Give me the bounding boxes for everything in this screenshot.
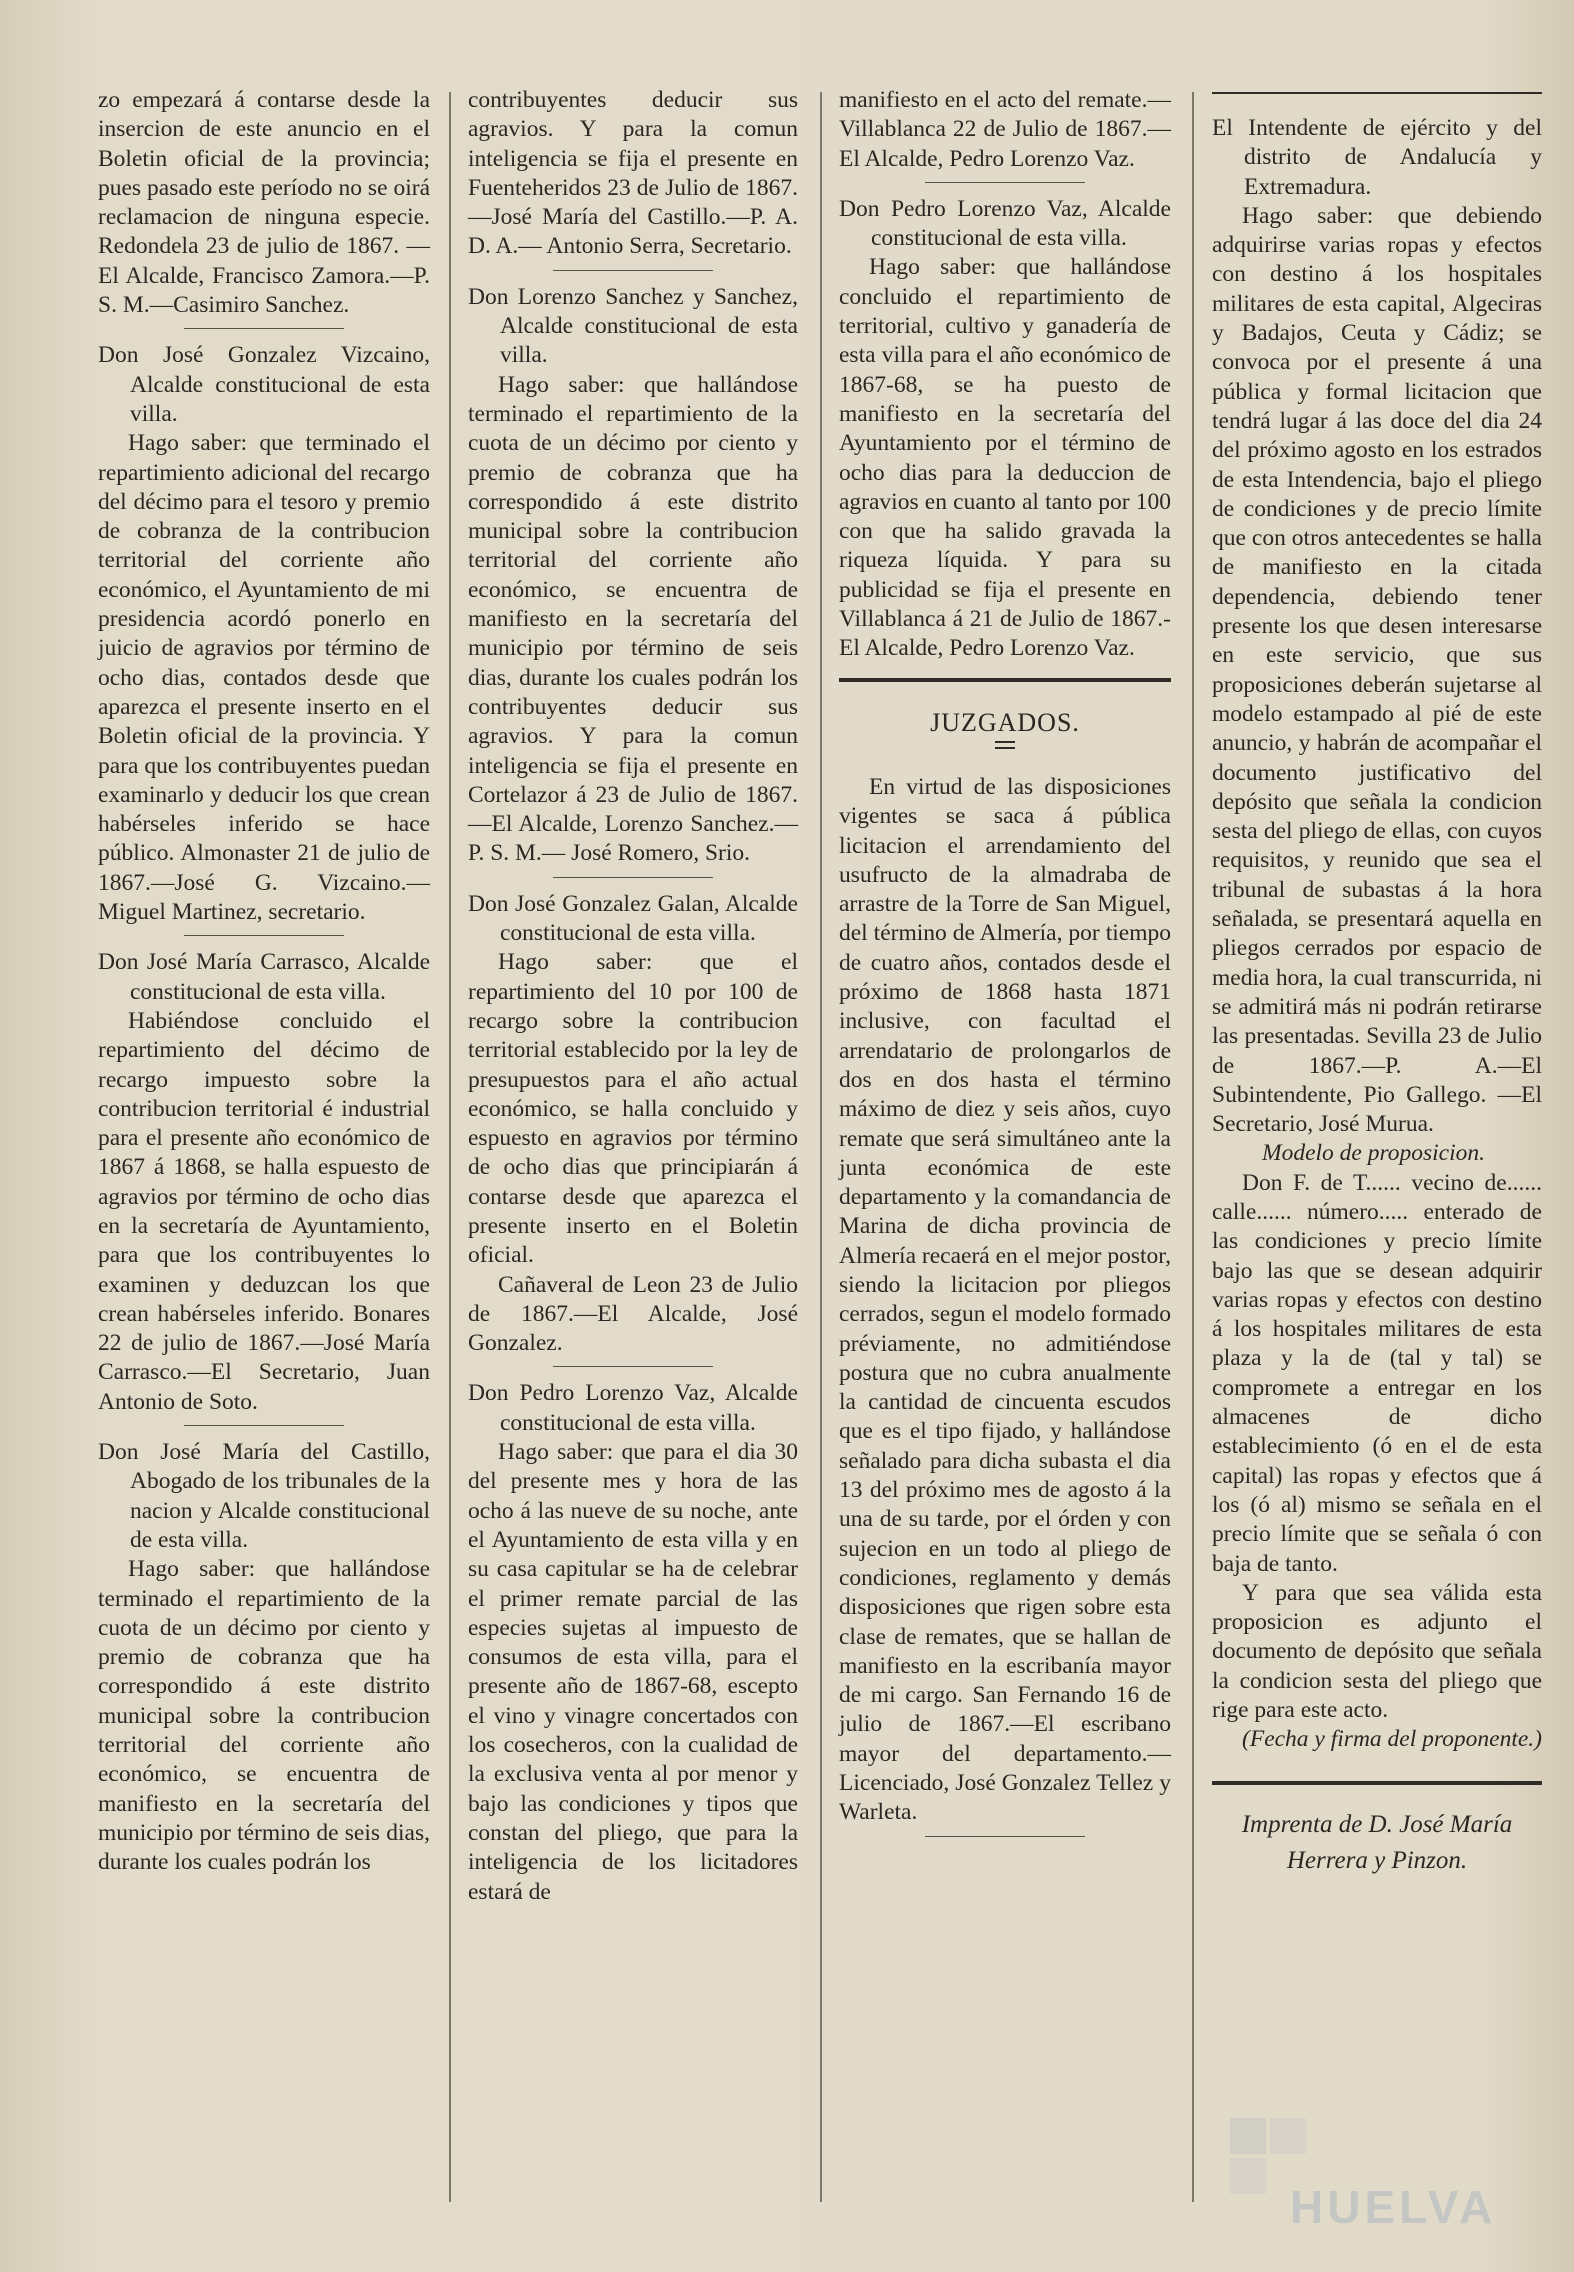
model-body: Y para que sea válida esta proposicion es adjunto el documento de depósito que señala la condicion sesta del pliego que rige para este acto. — [1212, 1579, 1542, 1724]
column-3 — [839, 86, 1171, 1849]
notice-signature: Cañaveral de Leon 23 de Julio de 1867.—El Alcalde, José Gonzalez. — [468, 1271, 798, 1357]
separator — [925, 182, 1085, 183]
notice-body: Hago saber: que terminado el repartimiento adicional del recargo del décimo para el tesoro y premio de cobranza de la contribucion territorial del corriente año económico, el Ayuntamiento de mi presidencia acordó ponerlo en juicio de agravios por término de ocho dias, contados desde que aparezca el presente inserto en el Boletin oficial de la provincia. Y para que los contribuyentes puedan examinarlo y deducir los que crean habérseles inferido se hace público. Almonaster 21 de julio de 1867.—José G. Vizcaino.— Miguel Martinez, secretario. — [98, 430, 430, 926]
section-title: JUZGADOS. — [930, 707, 1080, 737]
notice-heading: Don Lorenzo Sanchez y Sanchez, Alcalde constitucional de esta villa. — [468, 283, 798, 369]
separator — [553, 270, 713, 271]
model-body: Don F. de T...... vecino de...... calle...... número..... enterado de las condiciones y precio límite bajo las que se desean adquirir varias ropas y efectos con destino á los hospitales militares de esta plaza y la de (tal y tal) se compromete a entregar en los almacenes de dicho establecimiento (ó en el de esta capital) las ropas y efectos que á los (ó al) mismo se señala en el precio límite que se señala ó con baja de tanto. — [1212, 1169, 1542, 1577]
column-1 — [98, 86, 430, 1878]
continued-notice: manifiesto en el acto del remate.—Villablanca 22 de Julio de 1867.—El Alcalde, Pedro Lorenzo Vaz. — [839, 87, 1171, 172]
separator — [184, 328, 344, 329]
column-2 — [468, 86, 798, 1907]
separator — [184, 1425, 344, 1426]
notice-heading: Don José Gonzalez Vizcaino, Alcalde constitucional de esta villa. — [98, 342, 430, 427]
model-title: Modelo de proposicion. — [1262, 1140, 1485, 1167]
imprint — [1212, 1807, 1542, 1879]
separator — [925, 1836, 1085, 1837]
notice-body: Habiéndose concluido el repartimiento del décimo de recargo impuesto sobre la contribucion territorial é industrial para el presente año económico de 1867 á 1868, se halla espuesto de agravios por término de ocho dias en la secretaría de Ayuntamiento, para que los contribuyentes lo examinen y deduzcan los que crean habérseles inferido. Bonares 22 de julio de 1867.—José María Carrasco.—El Secretario, Juan Antonio de Soto. — [98, 1007, 430, 1415]
notice-heading: Don Pedro Lorenzo Vaz, Alcalde constitucional de esta villa. — [468, 1380, 798, 1436]
separator — [553, 1366, 713, 1367]
separator — [553, 877, 713, 878]
notice-heading: Don José Gonzalez Galan, Alcalde constitucional de esta villa. — [468, 890, 798, 947]
notice-body: Hago saber: que el repartimiento del 10 por 100 de recargo sobre la contribucion territorial establecido por la ley de presupuestos para el año actual económico, se halla concluido y espuesto en agravios por término de ocho dias que principiarán á contarse desde que aparezca el presente inserto en el Boletin oficial. — [468, 949, 798, 1269]
notice-body: Hago saber: que hallándose terminado el repartimiento de la cuota de un décimo por ciento y premio de cobranza que ha correspondido á este distrito municipal sobre la contribucion territorial del corriente año económico, se encuentra de manifiesto en la secretaría del municipio por término de seis dias, durante los cuales podrán los contribuyentes deducir sus agravios. Y para la comun inteligencia se fija el presente en Cortelazor á 23 de Julio de 1867.—El Alcalde, Lorenzo Sanchez.—P. S. M.— José Romero, Srio. — [468, 371, 798, 867]
notice-heading: Don José María Carrasco, Alcalde constitucional de esta villa. — [98, 949, 430, 1005]
column-divider — [449, 92, 451, 2202]
imprint-line: Imprenta de D. José María — [1241, 1810, 1513, 1838]
continued-notice: zo empezará á contarse desde la insercion de este anuncio en el Boletin oficial de la provincia; pues pasado este período no se oirá reclamacion de ninguna especie. Redondela 23 de julio de 1867. —El Alcalde, Francisco Zamora.—P. S. M.—Casimiro Sanchez. — [98, 87, 430, 319]
section-rule — [839, 678, 1171, 682]
watermark-text: HUELVA — [1290, 2181, 1497, 2233]
continued-notice: contribuyentes deducir sus agravios. Y para la comun inteligencia se fija el presente en Fuenteheridos 23 de Julio de 1867.—José María del Castillo.—P. A. D. A.— Antonio Serra, Secretario. — [468, 87, 798, 260]
model-signature: (Fecha y firma del proponente.) — [1242, 1726, 1542, 1753]
section-rule — [1212, 1781, 1542, 1785]
notice-heading: Don Pedro Lorenzo Vaz, Alcalde constitucional de esta villa. — [839, 195, 1171, 252]
column-4 — [1212, 86, 1542, 1879]
column-divider — [820, 92, 822, 2202]
notice-heading: Don José María del Castillo, Abogado de los tribunales de la nacion y Alcalde constitucional de esta villa. — [98, 1439, 430, 1553]
archive-watermark — [1230, 2108, 1530, 2238]
title-ornament — [995, 741, 1015, 749]
column-divider — [1192, 92, 1194, 2202]
section-rule — [1212, 92, 1542, 94]
notice-body: Hago saber: que para el dia 30 del presente mes y hora de las ocho á las nueve de su noche, ante el Ayuntamiento de esta villa y en su casa capitular se ha de celebrar el primer remate parcial de las especies sujetas al impuesto de consumos de esta villa, para el presente año de 1867-68, escepto el vino y vinagre concertados con los cosecheros, con la cualidad de la exclusiva venta al por menor y bajo las condiciones y tipos que constan del pliego, que para la inteligencia de los licitadores estará de — [468, 1439, 798, 1905]
notice-heading: El Intendente de ejército y del distrito de Andalucía y Extremadura. — [1212, 115, 1542, 200]
imprint-line: Herrera y Pinzon. — [1286, 1846, 1468, 1874]
notice-body: En virtud de las disposiciones vigentes se saca á pública licitacion el arrendamiento del usufructo de la almadraba de arrastre de la Torre de San Miguel, del término de Almería, por tiempo de cuatro años, contados desde el próximo de 1868 hasta 1871 inclusive, con facultad el arrendatario de prolongarlos de dos en dos hasta el término máximo de diez y seis años, cuyo remate que será simultáneo ante la junta económica de este departamento y la comandancia de Marina de dicha provincia de Almería recaerá en el mejor postor, siendo la licitacion por pliegos cerrados, segun el modelo formado préviamente, no admitiéndose postura que no cubra anualmente la cantidad de cincuenta escudos que es el tipo fijado, y hallándose señalado para dicha subasta el dia 13 del próximo mes de agosto á la una de su tarde, por el órden y con sujecion en un todo al pliego de condiciones, reglamento y demás disposiciones que rigen sobre esta clase de remates, que se hallan de manifiesto en la escribanía mayor de mi cargo. San Fernando 16 de julio de 1867.—El escribano mayor del departamento.—Licenciado, José Gonzalez Tellez y Warleta. — [839, 773, 1171, 1826]
notice-body: Hago saber: que debiendo adquirirse varias ropas y efectos con destino á los hospitales militares de esta capital, Algeciras y Badajos, Ceuta y Cádiz; se convoca por el presente á una pública y formal licitacion que tendrá lugar á las doce del dia 24 del próximo agosto en los estrados de esta Intendencia, bajo el pliego de condiciones y de precio límite que con otros antecedentes se halla de manifiesto en la citada dependencia, debiendo tener presente los que desen interesarse en este servicio, que sus proposiciones deberán sujetarse al modelo estampado al pié de este anuncio, y habrán de acompañar el documento justificativo del depósito que señala la condicion sesta del pliego de ellas, con cuyos requisitos, y reunido que sea el tribunal de subastas á la hora señalada, se presentará aquella en pliegos cerrados por espacio de media hora, la cual transcurrida, ni se admitirá más ni podrán retirarse las presentadas. Sevilla 23 de Julio de 1867.—P. A.—El Subintendente, Pio Gallego. —El Secretario, José Murua. — [1212, 202, 1542, 1138]
watermark-emblem-icon — [1230, 2108, 1530, 2238]
notice-body: Hago saber: que hallándose concluido el repartimiento de territorial, cultivo y ganadería de esta villa para el año económico de 1867-68, se ha puesto de manifiesto en la secretaría del Ayuntamiento por el término de ocho dias para la deduccion de agravios en cuanto al tanto por 100 con que ha salido gravada la riqueza líquida. Y para su publicidad se fija el presente en Villablanca á 21 de Julio de 1867.-El Alcalde, Pedro Lorenzo Vaz. — [839, 254, 1171, 662]
separator — [184, 935, 344, 936]
notice-body: Hago saber: que hallándose terminado el repartimiento de la cuota de un décimo por ciento y premio de cobranza que ha correspondido á este distrito municipal sobre la contribucion territorial del corriente año económico, se encuentra de manifiesto en la secretaría del municipio por término de seis dias, durante los cuales podrán los — [98, 1556, 430, 1876]
